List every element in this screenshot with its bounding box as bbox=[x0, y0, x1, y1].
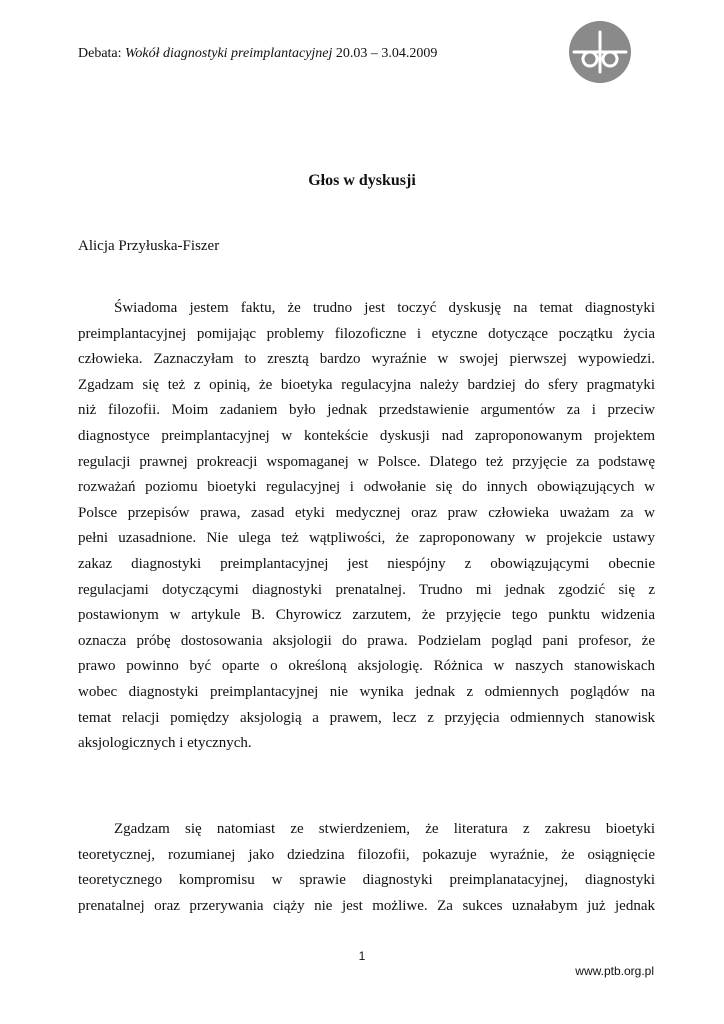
text-line: rozważań poziomu bioetyki regulacyjnej i odwołanie się do innych obowiązujących w bbox=[78, 479, 655, 496]
document-header bbox=[78, 46, 437, 62]
ptb-logo-icon bbox=[568, 20, 632, 84]
text-line: Świadoma jestem faktu, że trudno jest toczyć dyskusję na temat diagnostyki bbox=[114, 300, 655, 316]
text-line: diagnostyce preimplantacyjnej w kontekście dyskusji nad zaproponowanym projektem bbox=[78, 427, 655, 444]
text-line: oznacza próbę dostosowania aksjologii do prawa. Podzielam pogląd pani profesor, że bbox=[78, 632, 655, 649]
header-title: Wokół diagnostyki preimplantacyjnej bbox=[125, 46, 333, 61]
body-paragraph-1 bbox=[78, 296, 655, 757]
text-line: człowieka. Zaznaczyłam to zresztą bardzo wyraźnie w swojej pierwszej wypowiedzi. bbox=[78, 351, 655, 368]
footer-website: www.ptb.org.pl bbox=[575, 964, 654, 978]
text-line: Polsce przepisów prawa, zasad etyki medycznej oraz praw człowieka uważam za w bbox=[78, 504, 655, 521]
text-line: regulacji prawnej prokreacji wspomaganej w Polsce. Dlatego też przyjęcie za podstawę bbox=[78, 453, 655, 470]
text-line: regulacjami dotyczącymi diagnostyki prenatalnej. Trudno mi jednak zgodzić się z bbox=[78, 581, 655, 598]
text-line: Zgadzam się też z opinią, że bioetyka regulacyjna należy bardziej do sfery pragmatyki bbox=[78, 376, 655, 393]
text-line: niż filozofii. Moim zadaniem było jednak przedstawienie argumentów za i przeciw bbox=[78, 402, 655, 419]
body-paragraph-2 bbox=[78, 817, 655, 919]
text-line: zakaz diagnostyki preimplantacyjnej jest niespójny z obowiązującymi obecnie bbox=[78, 555, 655, 572]
text-line: Zgadzam się natomiast ze stwierdzeniem, że literatura z zakresu bioetyki bbox=[114, 821, 655, 837]
text-line: temat relacji pomiędzy aksjologią a prawem, lecz z przyjęcia odmiennych stanowisk bbox=[78, 709, 655, 726]
header-dates: 20.03 – 3.04.2009 bbox=[335, 46, 438, 61]
text-line: pełni uzasadnione. Nie ulega też wątpliwości, że zaproponowany w projekcie ustawy bbox=[78, 530, 655, 547]
text-line: prawo powinno być oparte o określoną aksjologię. Różnica w naszych stanowiskach bbox=[78, 658, 655, 675]
text-line: postawionym w artykule B. Chyrowicz zarzutem, że przyjęcie tego punktu widzenia bbox=[78, 607, 655, 624]
text-line: teoretycznej, rozumianej jako dziedzina filozofii, pokazuje wyraźnie, że osiągnięcie bbox=[78, 846, 655, 863]
text-line: preimplantacyjnej pomijając problemy filozoficzne i etyczne dotyczące początku życia bbox=[78, 325, 655, 342]
text-line: prenatalnej oraz przerywania ciąży nie jest możliwe. Za sukces uznałabym już jednak bbox=[78, 897, 655, 914]
page-number: 1 bbox=[358, 949, 366, 963]
text-line: teoretycznego kompromisu w sprawie diagnostyki preimplanatacyjnej, diagnostyki bbox=[78, 872, 655, 889]
header-prefix: Debata: bbox=[78, 46, 122, 61]
text-line: aksjologicznych i etycznych. bbox=[78, 735, 252, 752]
text-line: wobec diagnostyki preimplantacyjnej nie wynika jednak z odmiennych poglądów na bbox=[78, 683, 655, 700]
document-title: Głos w dyskusji bbox=[308, 172, 416, 189]
author-name: Alicja Przyłuska-Fiszer bbox=[78, 238, 220, 254]
